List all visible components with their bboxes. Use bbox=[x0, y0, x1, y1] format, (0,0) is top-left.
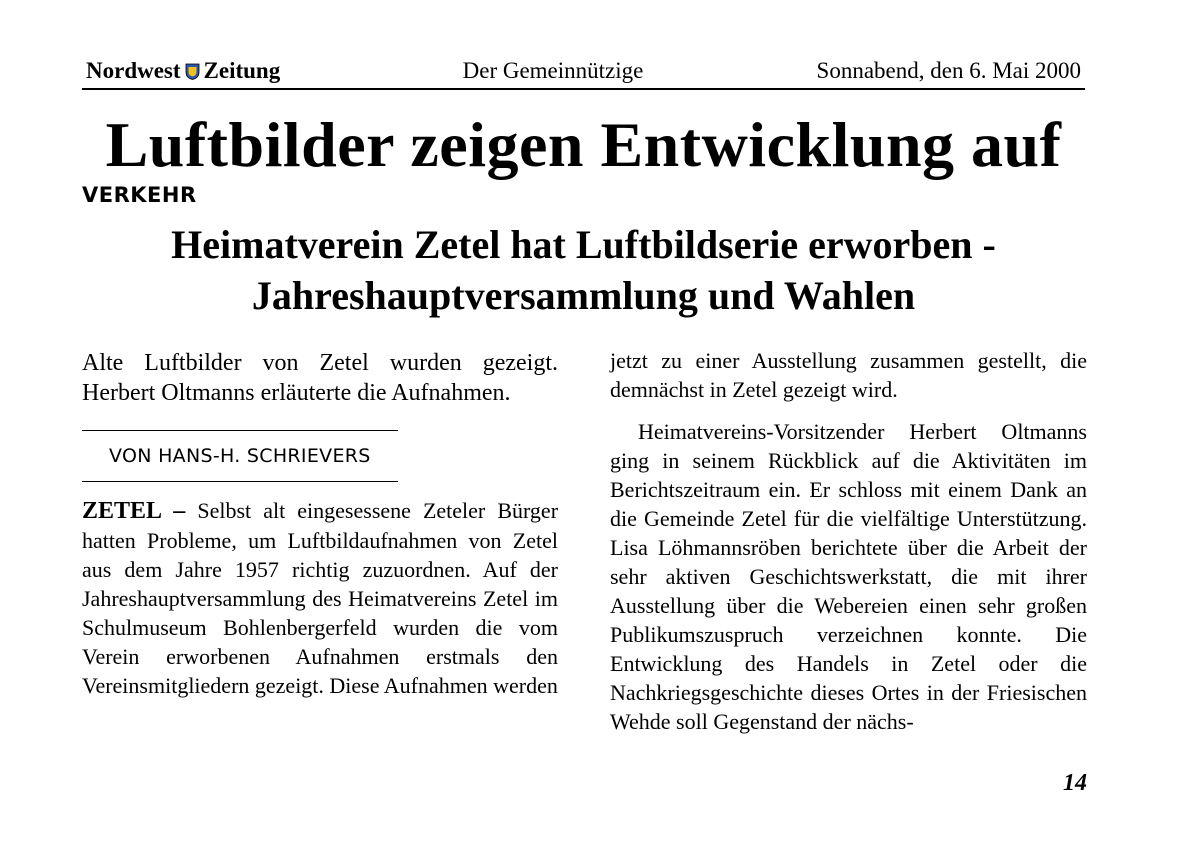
paper-name-right: Zeitung bbox=[203, 58, 281, 83]
kicker: VERKEHR bbox=[82, 183, 197, 207]
headline: Luftbilder zeigen Entwicklung auf bbox=[105, 109, 1062, 180]
byline-rule-bottom bbox=[82, 481, 398, 482]
masthead bbox=[82, 58, 1085, 90]
dateline: ZETEL – bbox=[82, 498, 186, 524]
article-column-left bbox=[82, 348, 558, 700]
byline-rule-top bbox=[82, 430, 398, 431]
article-paragraph-1-continued: jetzt zu einer Ausstellung zusammen gestellt, die demnächst in Zetel gezeigt wird. bbox=[610, 348, 1087, 402]
crest-icon bbox=[185, 63, 200, 80]
article-paragraph-1-text: Selbst alt eingesessene Zeteler Bürger hatten Probleme, um Luftbildaufnahmen von Zetel aus dem Jahre 1957 richtig zuzuordnen. Auf der Jahreshauptversammlung des Heimatvereins Zetel im Schulmuseum Bohlenbergerfeld wurden die vom Verein erworbenen Aufnahmen erstmals den Vereinsmitgliedern gezeigt. Diese Aufnahmen werden bbox=[82, 498, 559, 698]
byline: VON HANS-H. SCHRIEVERS bbox=[109, 445, 371, 467]
article-paragraph-2: Heimatvereins-Vorsitzender Herbert Oltmanns ging in seinem Rückblick auf die Aktivitäten im Berichtszeitraum ein. Er schloss mit einem Dank an die Gemeinde Zetel für die vielfältige Unterstützung. Lisa Löhmannsröben berichtete über die Arbeit der sehr aktiven Geschichtswerkstatt, die mit ihrer Ausstellung über die Webereien einen sehr großen Publikumszuspruch verzeichnen konnte. Die Entwicklung des Handels in Zetel oder die Nachkriegsgeschichte dieses Ortes in der Friesischen Wehde soll Gegenstand der nächs- bbox=[610, 419, 1087, 734]
lead-text: Alte Luftbilder von Zetel wurden gezeigt. Herbert Oltmanns erläuterte die Aufnahmen. bbox=[82, 350, 558, 406]
issue-date: Sonnabend, den 6. Mai 2000 bbox=[816, 58, 1081, 83]
subheadline-line-1: Heimatverein Zetel hat Luftbildserie erworben - bbox=[171, 222, 996, 267]
subheadline-line-2: Jahreshauptversammlung und Wahlen bbox=[251, 273, 916, 318]
paper-name-left: Nordwest bbox=[86, 58, 181, 83]
article-paragraph-1 bbox=[82, 496, 558, 700]
newspaper-name bbox=[86, 58, 280, 84]
subheadline bbox=[82, 219, 1085, 321]
article-column-right bbox=[610, 346, 1087, 736]
page-number: 14 bbox=[1063, 770, 1087, 796]
section-name: Der Gemeinnützige bbox=[462, 58, 644, 83]
